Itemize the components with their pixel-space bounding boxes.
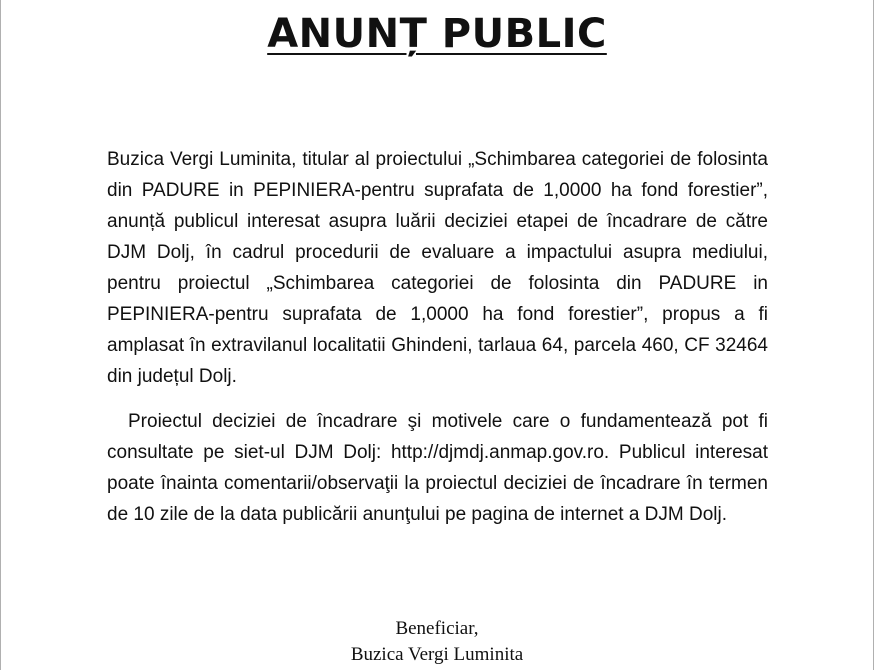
paragraph-consultation-info: Proiectul deciziei de încadrare şi motivele care o fundamentează pot fi consultate pe siet-ul DJM Dolj: http://djmdj.anmap.gov.ro. Publicul interesat poate înainta comentarii/observaţii la proiectul deciziei de încadrare în termen de 10 zile de la data publicării anunţului pe pagina de internet a DJM Dolj.	[107, 411, 768, 525]
page-title-text: ANUNȚ PUBLIC	[267, 11, 607, 57]
signature-block	[1, 616, 873, 668]
announcement-body	[107, 144, 768, 530]
signature-role: Beneficiar,	[395, 618, 479, 639]
page-title	[1, 8, 873, 60]
paragraph-project-description: Buzica Vergi Luminita, titular al proiectului „Schimbarea categoriei de folosinta din PADURE in PEPINIERA-pentru suprafata de 1,0000 ha fond forestier”, anunță publicul interesat asupra luării deciziei etapei de încadrare de către DJM Dolj, în cadrul procedurii de evaluare a impactului asupra mediului, pentru proiectul „Schimbarea categoriei de folosinta din PADURE in PEPINIERA-pentru suprafata de 1,0000 ha fond forestier”, propus a fi amplasat în extravilanul localitatii Ghindeni, tarlaua 64, parcela 460, CF 32464 din județul Dolj.	[107, 149, 768, 387]
signature-name: Buzica Vergi Luminita	[350, 644, 524, 665]
